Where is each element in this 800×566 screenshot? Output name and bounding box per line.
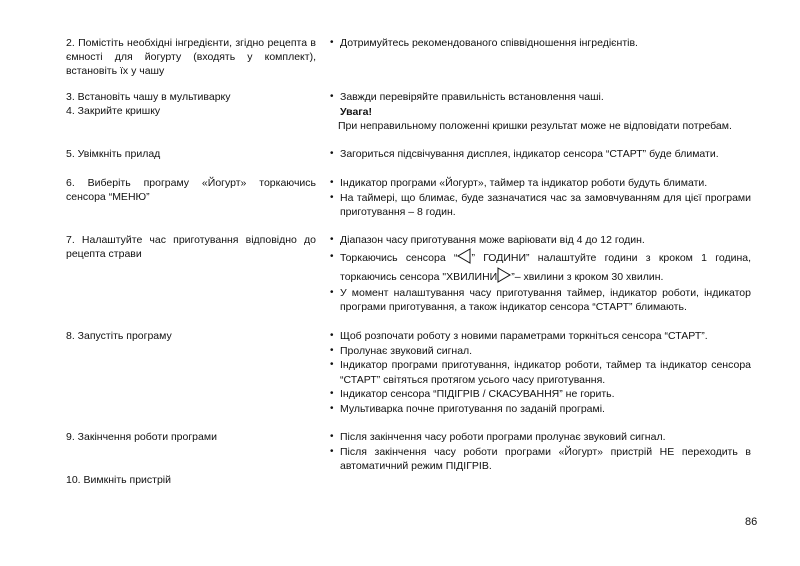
note-bullet: • Після закінчення часу роботи програми «Йогурт» пристрій НЕ переходить в автоматичний режим ПІДІГРІВ. xyxy=(330,445,751,474)
note-text-part: ”– хвилини з кроком 30 хвилин. xyxy=(511,270,664,283)
step-instruction xyxy=(66,90,316,118)
step-instruction: 7. Налаштуйте час приготування відповідно до рецепта страви xyxy=(66,234,316,260)
note-bullet: • Завжди перевіряйте правильність встановлення чаші. xyxy=(330,90,751,105)
triangle-right-icon xyxy=(497,267,511,283)
note-bullet: • Діапазон часу приготування може варіювати від 4 до 12 годин. xyxy=(330,233,751,248)
step-instruction: 5. Увімкніть прилад xyxy=(66,148,161,160)
note-bullet: • На таймері, що блимає, буде зазначатися час за замовчуванням для цієї програми приготування – 8 годин. xyxy=(330,191,751,220)
note-bullet: • Мультиварка почне приготування по заданій програмі. xyxy=(330,402,751,417)
step-line: 4. Закрийте кришку xyxy=(66,105,161,117)
note-bullet: • Загориться підсвічування дисплея, індикатор сенсора “СТАРТ” буде блимати. xyxy=(330,147,751,162)
step-instruction: 6. Виберіть програму «Йогурт» торкаючись сенсора “МЕНЮ” xyxy=(66,177,316,203)
step-notes xyxy=(330,90,751,134)
warning-title: Увага! xyxy=(340,105,372,118)
note-bullet: • Після закінчення часу роботи програми пролунає звуковий сигнал. xyxy=(330,430,751,445)
step-notes xyxy=(330,329,751,416)
step-instruction: 8. Запустіть програму xyxy=(66,330,172,342)
page-number: 86 xyxy=(745,516,758,528)
triangle-left-icon xyxy=(457,248,471,264)
step-instruction: 10. Вимкніть пристрій xyxy=(66,474,172,486)
step-instruction: 9. Закінчення роботи програми xyxy=(66,431,217,443)
note-bullet: • У момент налаштування часу приготування таймер, індикатор роботи, індикатор програми приготування, а також індикатор сенсора “СТАРТ” блимають. xyxy=(330,286,751,315)
note-bullet: • Пролунає звуковий сигнал. xyxy=(330,344,751,359)
step-line: 3. Встановіть чашу в мультиварку xyxy=(66,91,231,103)
step-notes xyxy=(330,430,751,474)
step-notes xyxy=(330,233,751,315)
step-instruction: 2. Помістіть необхідні інгредієнти, згідно рецепта в ємності для йогурту (входять у комплект), встановіть їх у чашу xyxy=(66,37,316,77)
step-notes xyxy=(330,147,751,162)
note-bullet: • Індикатор програми приготування, індикатор роботи, таймер та індикатор сенсора “СТАРТ” світяться протягом усього часу приготування. xyxy=(330,358,751,387)
note-text-part: ” ГОДИНИ” налаштуйте години з кроком 1 година, торкаючись сенсора "ХВИЛИНИ xyxy=(340,251,751,283)
note-bullet: • Індикатор сенсора “ПІДІГРІВ / СКАСУВАННЯ” не горить. xyxy=(330,387,751,402)
note-bullet: • Дотримуйтесь рекомендованого співвідношення інгредієнтів. xyxy=(330,36,751,51)
note-bullet xyxy=(330,248,751,286)
note-bullet: • Щоб розпочати роботу з новими параметрами торкніться сенсора “СТАРТ”. xyxy=(330,329,751,344)
step-notes xyxy=(330,36,751,51)
note-bullet: • Індикатор програми «Йогурт», таймер та індикатор роботи будуть блимати. xyxy=(330,176,751,191)
warning-text: При неправильному положенні кришки результат може не відповідати потребам. xyxy=(338,120,732,132)
note-text-part: Торкаючись сенсора “ xyxy=(340,251,458,264)
step-notes xyxy=(330,176,751,220)
